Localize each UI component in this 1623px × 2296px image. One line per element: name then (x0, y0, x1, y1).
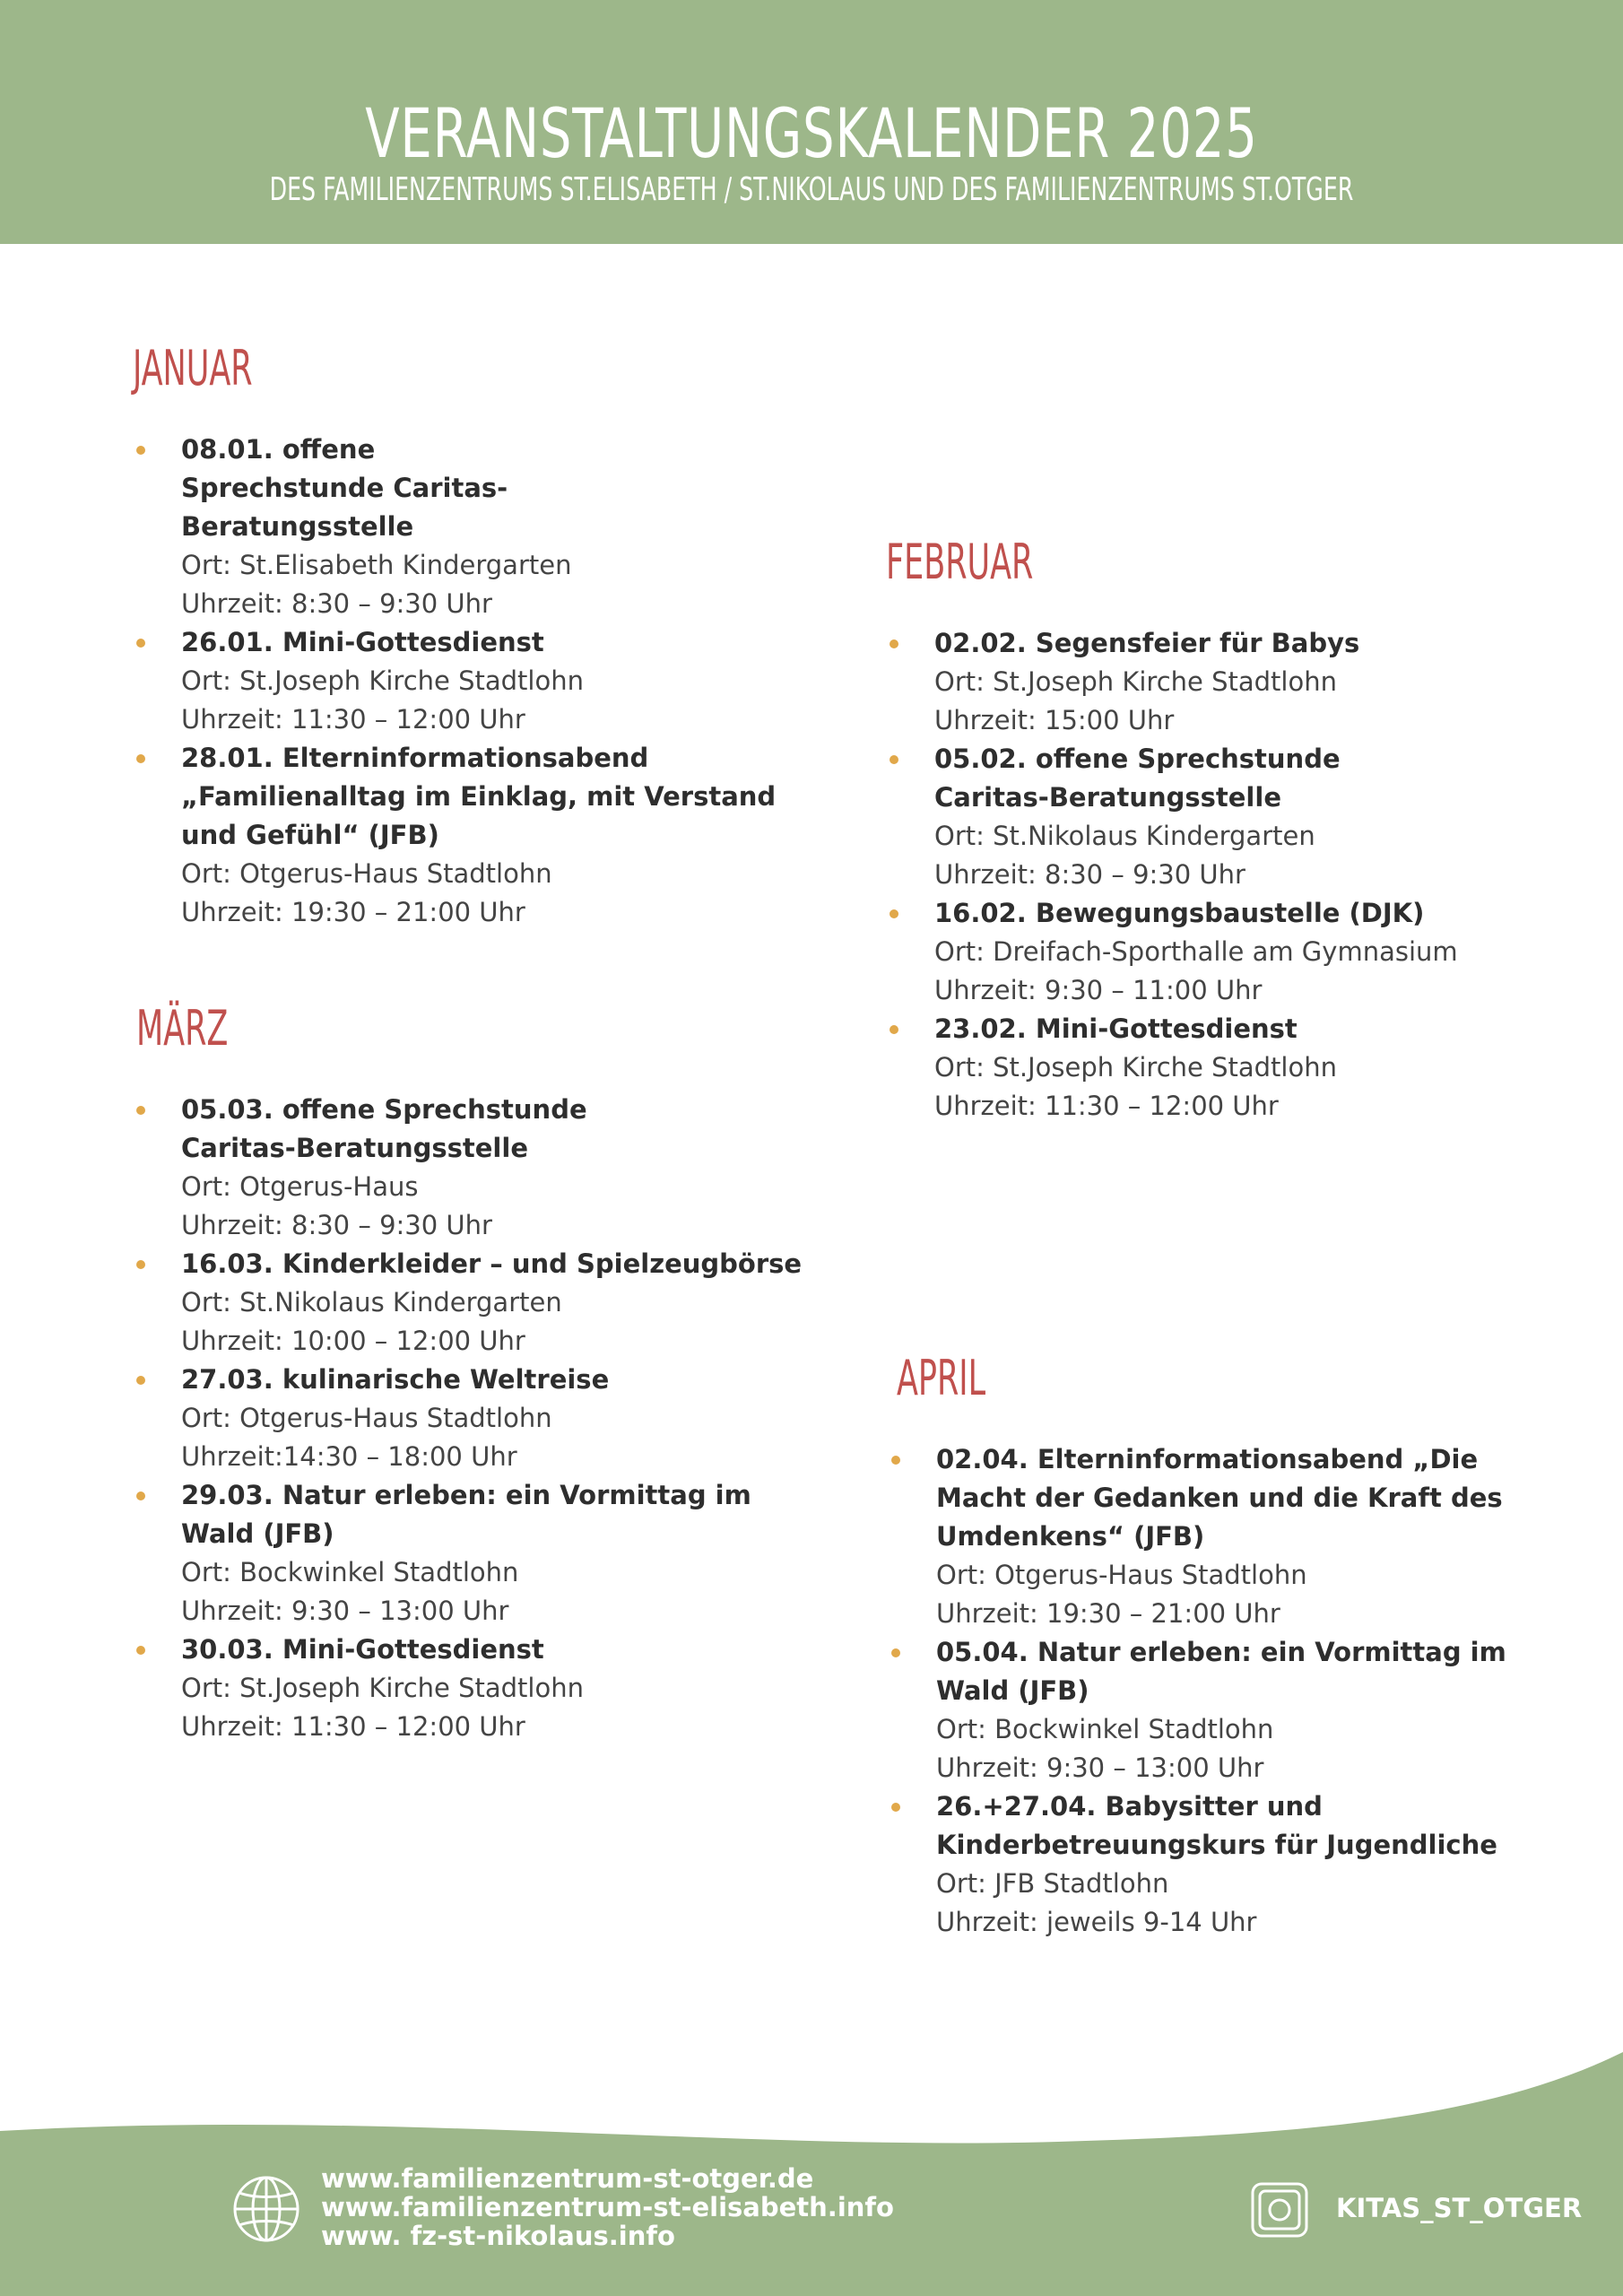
event-title: 26.+27.04. Babysitter und Kinderbetreuungskurs für Jugendliche (936, 1791, 1497, 1860)
event-place: Ort: JFB Stadtlohn (936, 1868, 1169, 1899)
event-time: Uhrzeit: 8:30 – 9:30 Uhr (181, 588, 492, 619)
page-subtitle: DES FAMILIENZENTRUMS ST.ELISABETH / ST.NIKOLAUS UND DES FAMILIENZENTRUMS ST.OTGER (269, 171, 1354, 208)
event-place: Ort: Otgerus-Haus Stadtlohn (936, 1560, 1307, 1590)
event-title: 02.02. Segensfeier für Babys (934, 628, 1360, 658)
event-time: Uhrzeit: 9:30 – 13:00 Uhr (936, 1752, 1264, 1783)
event-time: Uhrzeit: 10:00 – 12:00 Uhr (181, 1326, 525, 1356)
event-time: Uhrzeit: 11:30 – 12:00 Uhr (181, 1711, 525, 1742)
event-item (133, 1361, 814, 1476)
month-title-januar: JANUAR (133, 340, 253, 396)
event-time: Uhrzeit: jeweils 9-14 Uhr (936, 1907, 1257, 1937)
event-item (133, 430, 814, 623)
event-item (888, 1787, 1587, 1942)
event-place: Ort: Dreifach-Sporthalle am Gymnasium (934, 936, 1458, 967)
event-list-april (888, 1440, 1587, 1942)
event-title: 05.02. offene Sprechstunde Caritas-Beratungsstelle (934, 744, 1341, 813)
event-item (888, 1633, 1587, 1787)
event-time: Uhrzeit: 15:00 Uhr (934, 705, 1175, 735)
event-item (133, 1631, 814, 1746)
event-place: Ort: St.Joseph Kirche Stadtlohn (934, 1052, 1337, 1083)
event-place: Ort: St.Joseph Kirche Stadtlohn (181, 1673, 584, 1703)
globe-icon (231, 2174, 301, 2248)
page-title: VERANSTALTUNGSKALENDER 2025 (365, 92, 1258, 173)
website-link-nikolaus[interactable]: www. fz-st-nikolaus.info (321, 2221, 675, 2251)
event-title: 29.03. Natur erleben: ein Vormittag im Wald (JFB) (181, 1480, 751, 1549)
event-title: 16.03. Kinderkleider – und Spielzeugbörse (181, 1248, 803, 1279)
event-list-februar (886, 624, 1585, 1126)
event-place: Ort: Bockwinkel Stadtlohn (936, 1714, 1274, 1744)
event-item (886, 740, 1585, 894)
event-title: 26.01. Mini-Gottesdienst (181, 627, 544, 657)
instagram-icon[interactable] (1250, 2181, 1309, 2242)
month-title-februar: FEBRUAR (886, 534, 1034, 590)
event-place: Ort: Otgerus-Haus Stadtlohn (181, 858, 552, 889)
event-title: 27.03. kulinarische Weltreise (181, 1364, 610, 1395)
event-place: Ort: St.Joseph Kirche Stadtlohn (934, 666, 1337, 697)
event-place: Ort: Otgerus-Haus Stadtlohn (181, 1403, 552, 1433)
event-item (133, 1245, 814, 1361)
footer-links (321, 2164, 894, 2250)
event-place: Ort: St.Nikolaus Kindergarten (181, 1287, 562, 1318)
event-time: Uhrzeit: 19:30 – 21:00 Uhr (181, 897, 525, 927)
event-title: 02.04. Elterninformationsabend „Die Macht der Gedanken und die Kraft des Umdenkens“ (JFB) (936, 1444, 1503, 1552)
website-link-otger[interactable]: www.familienzentrum-st-otger.de (321, 2163, 814, 2194)
event-title: 08.01. offene Sprechstunde Caritas-Beratungsstelle (181, 434, 508, 542)
event-time: Uhrzeit: 9:30 – 13:00 Uhr (181, 1596, 509, 1626)
instagram-handle[interactable]: KITAS_ST_OTGER (1336, 2193, 1583, 2223)
event-time: Uhrzeit: 9:30 – 11:00 Uhr (934, 975, 1263, 1005)
website-link-elisabeth[interactable]: www.familienzentrum-st-elisabeth.info (321, 2192, 894, 2222)
event-time: Uhrzeit: 8:30 – 9:30 Uhr (181, 1210, 492, 1240)
event-title: 28.01. Elterninformationsabend „Familienalltag im Einklag, mit Verstand und Gefühl“ (JFB) (181, 743, 777, 850)
event-list-maerz (133, 1091, 814, 1746)
event-place: Ort: Otgerus-Haus (181, 1171, 419, 1202)
event-title: 16.02. Bewegungsbaustelle (DJK) (934, 898, 1425, 928)
page-header (0, 0, 1623, 244)
event-item (133, 1476, 814, 1631)
event-time: Uhrzeit: 11:30 – 12:00 Uhr (934, 1091, 1279, 1121)
event-title: 30.03. Mini-Gottesdienst (181, 1634, 544, 1665)
event-item (133, 1091, 814, 1245)
event-time: Uhrzeit: 11:30 – 12:00 Uhr (181, 704, 525, 735)
event-place: Ort: St.Joseph Kirche Stadtlohn (181, 665, 584, 696)
event-title: 23.02. Mini-Gottesdienst (934, 1013, 1298, 1044)
event-place: Ort: St.Elisabeth Kindergarten (181, 550, 572, 580)
event-time: Uhrzeit: 8:30 – 9:30 Uhr (934, 859, 1245, 890)
month-title-maerz: MÄRZ (136, 1000, 229, 1057)
event-item (133, 623, 814, 739)
event-item (886, 894, 1585, 1010)
event-place: Ort: Bockwinkel Stadtlohn (181, 1557, 519, 1587)
event-item (886, 1010, 1585, 1126)
event-list-januar (133, 430, 814, 932)
event-time: Uhrzeit:14:30 – 18:00 Uhr (181, 1441, 517, 1472)
month-title-april: APRIL (897, 1350, 986, 1406)
event-title: 05.03. offene Sprechstunde Caritas-Beratungsstelle (181, 1094, 587, 1163)
event-title: 05.04. Natur erleben: ein Vormittag im Wald (JFB) (936, 1637, 1506, 1706)
event-item (133, 739, 814, 932)
event-place: Ort: St.Nikolaus Kindergarten (934, 821, 1315, 851)
event-time: Uhrzeit: 19:30 – 21:00 Uhr (936, 1598, 1280, 1629)
event-item (888, 1440, 1587, 1633)
event-item (886, 624, 1585, 740)
